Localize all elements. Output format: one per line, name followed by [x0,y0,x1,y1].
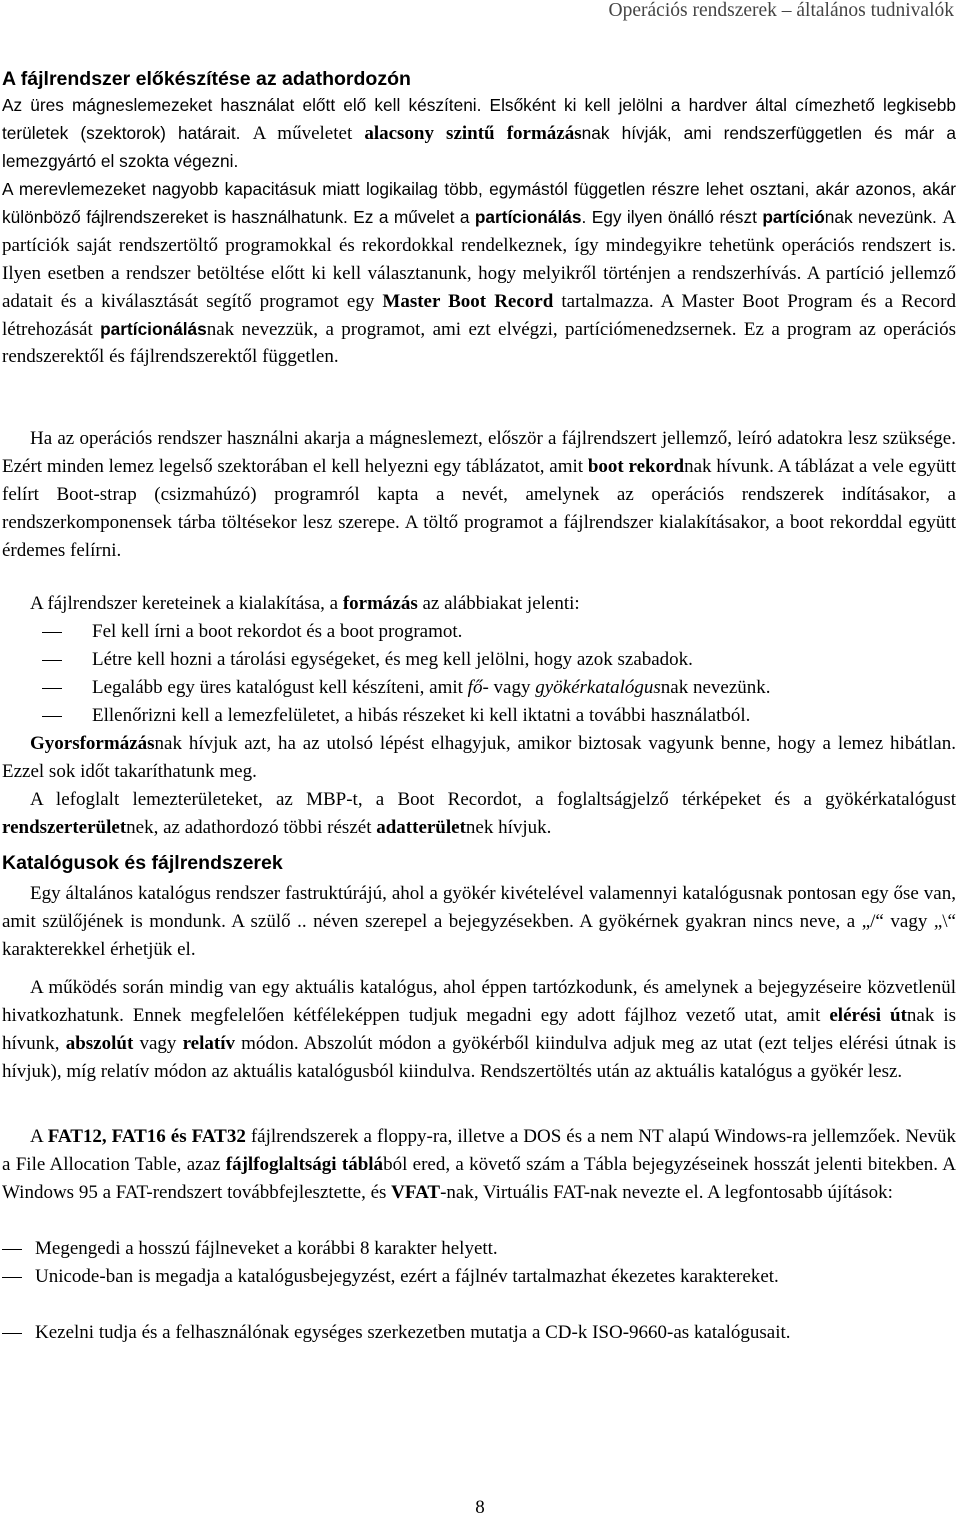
text-run: az alábbiakat jelenti: [417,593,580,614]
text-run: A partíciók saját rendszertöltő programokkal és rekordokkal rendelkeznek, így mindegyikre tehetünk operációs rendszert is. Ilyen esetben a rendszer betöltése előtt ki kell választanunk, hogy melyikről történjen a rendszerhívás. A partíció jellemző adatait és a kiválasztását segítő programot egy [2,206,956,312]
text-run: nak nevezünk. [824,206,943,227]
text-run: Unicode-ban is megadja a katalógusbejegyzést, ezért a fájlnév tartalmazhat ékezetes karaktereket. [35,1266,779,1287]
text-run: módon. Abszolút módon a gyökérből kiindulva adjuk meg az utat (ezt teljes elérési útnak is hívjuk), míg relatív módon az aktuális katalógusból kiindulva. Rendszertöltés után az aktuális katalógus a gyökér lesz. [2,1032,956,1082]
bold-term: fájlfoglaltsági táblá [225,1153,384,1175]
paragraph [2,730,956,786]
bold-term: VFAT [391,1181,441,1203]
list-item [2,674,956,702]
text-run: -nak, Virtuális FAT-nak nevezte el. A legfontosabb újítások: [440,1181,893,1203]
bold-term: abszolút [65,1032,134,1054]
text-run: tartalmazza. A Master Boot Program és a Record létrehozását [2,290,957,340]
text-run: nak hívják, ami rendszerfüggetlen és már a lemezgyártó el szokta végezni. [2,122,957,171]
bold-term: formázás [342,593,418,614]
text-run: A lefoglalt lemezterületeket, az MBP-t, a Boot Recordot, a foglaltságjelző térképeket és a gyökérkatalógust [30,789,956,810]
text-run: ból ered, a követő szám a Tábla bejegyzéseinek hosszát jelenti bitekben. A Windows 95 a FAT-rendszert továbbfejlesztette, és [2,1153,956,1203]
text-run: Megengedi a hosszú fájlneveket a korábbi 8 karakter helyett. [35,1238,498,1259]
text-run: vagy [133,1032,183,1054]
text-run: Létre kell hozni a tárolási egységeket, és meg kell jelölni, hogy azok szabadok. [92,649,693,670]
section-heading: Katalógusok és fájlrendszerek [2,852,283,874]
paragraph [2,92,956,176]
text-run: Egy általános katalógus rendszer fastruktúrájú, ahol a gyökér kivételével valamennyi katalógusnak pontosan egy őse van, amit szülőjének is mondunk. A szülő .. néven szerepel a bejegyzésekben. A gyökérnek gyakran nincs neve, a „/“ vagy „\“ karakterekkel érhetjük el. [2,883,956,960]
text-run: nek hívjuk. [465,816,552,838]
text-run: . Egy ilyen önálló részt [581,206,763,227]
text-run: nak is hívunk, [2,1004,957,1054]
paragraph [2,1123,956,1207]
bold-term: adatterület [376,816,466,838]
text-run: nak hívunk. A táblázat a vele együtt felírt Boot-strap (csizmahúzó) programról kapta a nevét, amelynek az operációs rendszerek indításakor, a rendszerkomponensek tárba töltésekor lesz szerepe. A töltő programot a fájlrendszer kialakításakor, a boot rekorddal együtt érdemes felírni. [2,455,956,561]
text-run: A működés során mindig van egy aktuális katalógus, ahol éppen tartózkodunk, és amelynek a bejegyzéseire közvetlenül hivatkozhatunk. Ennek megfelelően kétféleképpen tudjuk megadni egy adott fájlhoz vezető utat, amit [2,977,956,1026]
paragraph [2,880,956,964]
text-run: Ha az operációs rendszer használni akarja a mágneslemezt, először a fájlrendszert jellemző, leíró adatokra lesz szüksége. Ezért minden lemez legelső szektorában el kell helyezni egy táblázatot, amit [2,428,956,477]
text-run: Legalább egy üres katalógust kell készíteni, amit [92,677,468,698]
text-run: A fájlrendszer kereteinek a kialakítása, a [30,593,343,614]
bold-term: relatív [182,1032,235,1054]
paragraph [2,425,956,565]
bold-term: boot rekord [587,455,685,477]
list-item [2,1263,956,1291]
text-run: A műveletet [252,122,365,144]
list-item [2,618,956,646]
list-item [2,646,956,674]
text-run: A merevlemezeket nagyobb kapacitásuk miatt logikailag több, egymástól független részre lehet osztani, akár azonos, akár különböző fájlrendszereket is használhatunk. Ez a művelet a [2,179,956,227]
text-run: A [30,1126,48,1147]
bold-term: elérési út [829,1004,907,1026]
bold-term: Master Boot Record [382,290,554,312]
paragraph [2,176,956,371]
list-item [2,1235,956,1263]
text-run: fájlrendszerek a floppy-ra, illetve a DOS és a nem NT alapú Windows-ra jellemzőek. Nevük a File Allocation Table, azaz [2,1126,956,1175]
page-number: 8 [475,1497,485,1518]
italic-term: gyökérkatalógus [535,677,661,698]
paragraph [2,786,956,842]
running-header: Operációs rendszerek – általános tudnivalók [608,0,954,21]
list-item [2,1319,956,1347]
section-heading: A fájlrendszer előkészítése az adathordozón [2,68,411,90]
list-item [2,702,956,730]
bold-term: partícionálás [100,318,207,339]
paragraph [2,974,956,1086]
text-run: - vagy [482,677,536,698]
bold-term: partíció [762,206,825,227]
bold-term: Gyorsformázás [30,733,155,754]
text-run: nak hívjuk azt, ha az utolsó lépést elhagyjuk, amikor biztosak vagyunk benne, hogy a lemez hibátlan. Ezzel sok időt takaríthatunk meg. [2,733,956,782]
paragraph [2,590,956,618]
text-run: Fel kell írni a boot rekordot és a boot programot. [92,621,463,642]
text-run: nak nevezünk. [660,677,771,698]
italic-term: fő [467,677,483,698]
bold-term: FAT12, FAT16 és FAT32 [47,1126,246,1147]
text-run: Ellenőrizni kell a lemezfelületet, a hibás részeket ki kell iktatni a további használatból. [92,705,751,726]
text-run: nek, az adathordozó többi részét [126,816,377,838]
text-run: nak nevezzük, a programot, ami ezt elvégzi, partíciómenedzsernek. Ez a program az operációs rendszerektől és fájlrendszerektől független. [2,318,956,368]
bold-term: alacsony szintű formázás [364,122,582,144]
text-run: Kezelni tudja és a felhasználónak egységes szerkezetben mutatja a CD-k ISO-9660-as katalógusait. [35,1322,791,1343]
bold-term: rendszerterület [2,816,127,838]
bold-term: partícionálás [474,206,582,227]
text-run: Az üres mágneslemezeket használat előtt elő kell készíteni. Elsőként ki kell jelölni a hardver által címezhető legkisebb területek (szektorok) határait. [2,95,956,143]
